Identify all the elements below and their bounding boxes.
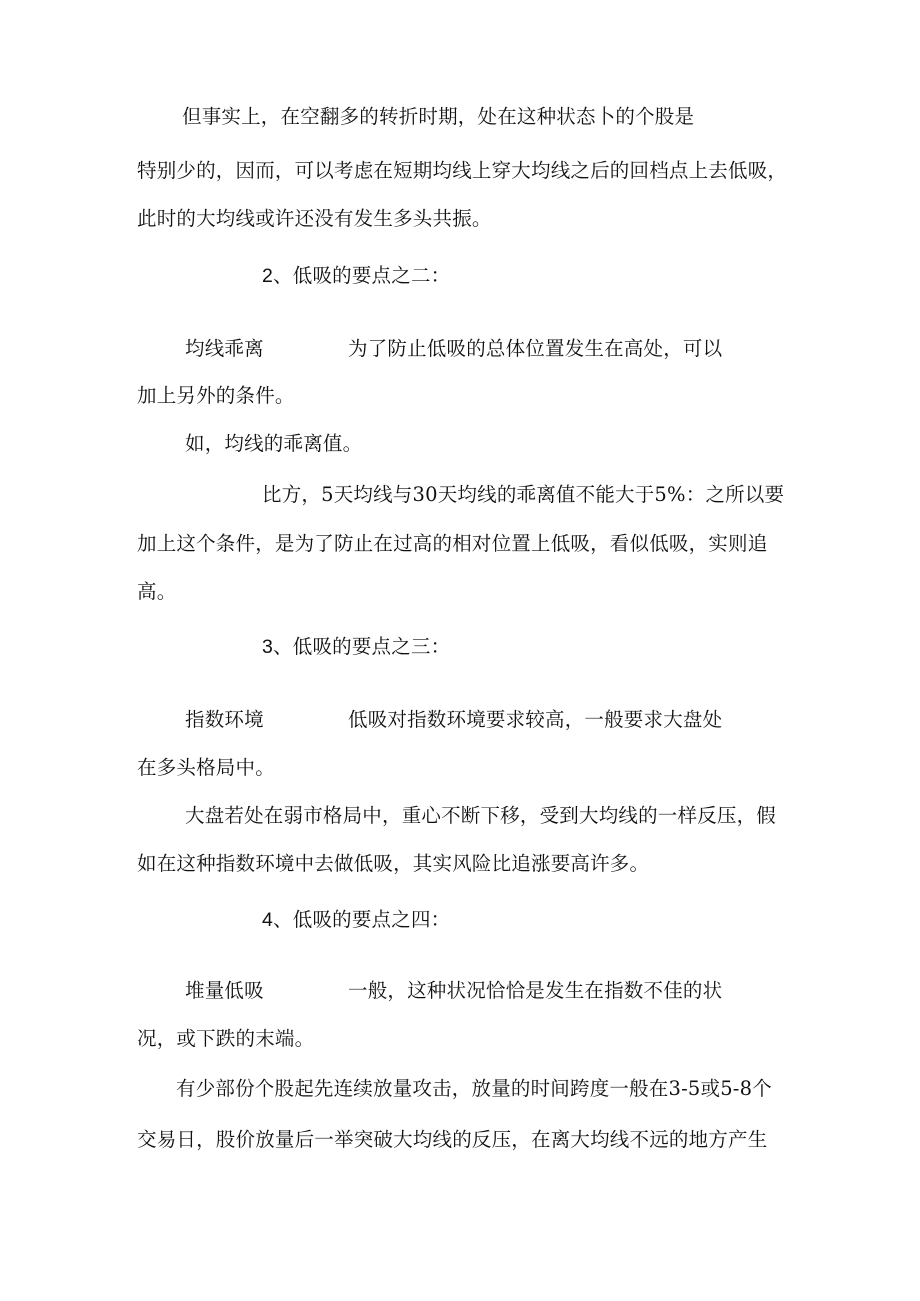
paragraph-line: 但事实上，在空翻多的转折时期，处在这种状态卜的个股是	[182, 105, 695, 128]
section-heading: 2、低吸的要点之二：	[262, 265, 451, 287]
paragraph-line: 高。	[137, 580, 177, 603]
term-label: 均线乖离	[185, 337, 264, 360]
term-label: 指数环境	[185, 708, 264, 731]
paragraph-line: 为了防止低吸的总体位置发生在高处，可以	[348, 337, 723, 360]
paragraph-line: 如在这种指数环境中去做低吸，其实风险比追涨要高许多。	[137, 852, 650, 875]
paragraph-line: 大盘若处在弱市格局中，重心不断下移，受到大均线的一样反压，假	[185, 804, 777, 827]
paragraph-line: 一般，这种状况恰恰是发生在指数不佳的状	[348, 979, 723, 1002]
paragraph-line: 加上这个条件，是为了防止在过高的相对位置上低吸，看似低吸，实则追	[137, 532, 768, 555]
section-heading: 4、低吸的要点之四：	[262, 909, 451, 931]
paragraph-line: 特别少的，因而，可以考虑在短期均线上穿大均线之后的回档点上去低吸，	[137, 159, 788, 182]
paragraph-line: 有少部份个股起先连续放量攻击，放量的时间跨度一般在3-5或5-8个	[176, 1077, 772, 1100]
paragraph-line: 况，或下跌的末端。	[137, 1027, 315, 1050]
paragraph-line: 比方，5天均线与30天均线的乖离值不能大于5%：之所以要	[262, 483, 785, 506]
paragraph-line: 加上另外的条件。	[137, 384, 295, 407]
term-label: 堆量低吸	[185, 979, 264, 1002]
section-heading: 3、低吸的要点之三：	[262, 636, 451, 658]
paragraph-line: 此时的大均线或许还没有发生多头共振。	[137, 207, 492, 230]
paragraph-line: 在多头格局中。	[137, 756, 275, 779]
paragraph-line: 低吸对指数环境要求较高，一般要求大盘处	[348, 708, 723, 731]
paragraph-line: 如，均线的乖离值。	[185, 432, 363, 455]
paragraph-line: 交易日，股价放量后一举突破大均线的反压，在离大均线不远的地方产生	[137, 1128, 768, 1151]
